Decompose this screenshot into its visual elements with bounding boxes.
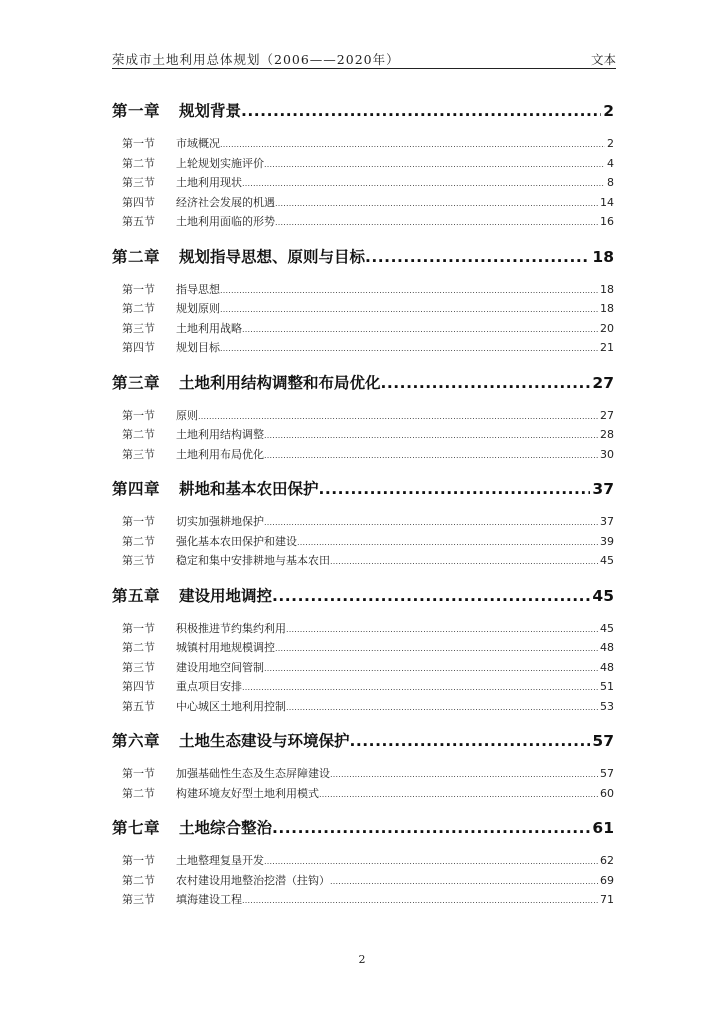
- toc-section-entry[interactable]: [112, 619, 614, 639]
- chapter-number: 第五章: [112, 586, 161, 605]
- dot-leader: [242, 174, 605, 194]
- dot-leader: [242, 320, 598, 340]
- chapter-title: 规划指导思想、原则与目标: [179, 247, 366, 266]
- dot-leader: [264, 852, 598, 872]
- dot-leader: [272, 809, 590, 847]
- section-number: 第二节: [122, 873, 155, 887]
- section-number: 第一节: [122, 854, 155, 867]
- section-title: 城镇村用地规模调控: [176, 641, 275, 654]
- dot-leader: [381, 364, 591, 402]
- dot-leader: [275, 194, 598, 214]
- section-page-number: 27: [600, 408, 614, 422]
- section-list: [112, 406, 614, 465]
- section-number: 第一节: [122, 767, 155, 780]
- dot-leader: [275, 639, 598, 659]
- section-page-number: 60: [600, 786, 614, 800]
- section-page-number: 57: [600, 767, 614, 780]
- table-of-contents: [112, 88, 614, 916]
- page-header: [112, 48, 616, 69]
- section-list: [112, 619, 614, 717]
- section-title: 中心城区土地利用控制: [176, 699, 286, 713]
- section-page-number: 53: [600, 699, 614, 713]
- dot-leader: [220, 281, 598, 301]
- section-title: 土地利用结构调整: [176, 428, 264, 441]
- section-title: 市域概况: [176, 137, 220, 150]
- toc-section-entry[interactable]: [112, 280, 614, 300]
- toc-section-entry[interactable]: [112, 425, 614, 445]
- toc-section-entry[interactable]: [112, 193, 614, 213]
- section-title: 土地利用面临的形势: [176, 215, 275, 228]
- section-number: 第一节: [122, 137, 155, 150]
- dot-leader: [275, 213, 598, 233]
- toc-section-entry[interactable]: [112, 299, 614, 319]
- section-number: 第二节: [122, 641, 155, 654]
- section-page-number: 69: [600, 873, 614, 887]
- section-title: 强化基本农田保护和建设: [176, 534, 297, 548]
- chapter-title: 耕地和基本农田保护: [179, 480, 319, 498]
- section-page-number: 48: [600, 660, 614, 674]
- chapter-number: 第二章: [112, 247, 161, 266]
- section-number: 第二节: [122, 786, 155, 800]
- toc-section-entry[interactable]: [112, 851, 614, 871]
- chapter-title: 土地生态建设与环境保护: [179, 732, 350, 750]
- chapter-number: 第六章: [112, 732, 161, 750]
- section-number: 第四节: [122, 680, 155, 693]
- toc-section-entry[interactable]: [112, 764, 614, 784]
- section-page-number: 30: [600, 447, 614, 461]
- dot-leader: [297, 533, 598, 553]
- section-title: 土地利用现状: [176, 176, 242, 189]
- section-number: 第三节: [122, 321, 155, 335]
- chapter-page-number: 45: [592, 586, 614, 605]
- section-title: 规划原则: [176, 302, 220, 315]
- toc-section-entry[interactable]: [112, 512, 614, 532]
- toc-section-entry[interactable]: [112, 871, 614, 891]
- section-page-number: 16: [600, 215, 614, 228]
- toc-section-entry[interactable]: [112, 134, 614, 154]
- section-title: 土地整理复垦开发: [176, 854, 264, 867]
- chapter-number: 第七章: [112, 819, 161, 837]
- section-number: 第二节: [122, 302, 155, 315]
- section-page-number: 18: [600, 282, 614, 296]
- dot-leader: [241, 92, 601, 130]
- dot-leader: [264, 513, 598, 533]
- chapter-title: 建设用地调控: [179, 586, 273, 605]
- chapter-number: 第一章: [112, 102, 161, 120]
- chapter-number: 第四章: [112, 480, 161, 498]
- section-page-number: 8: [607, 176, 614, 189]
- toc-section-entry[interactable]: [112, 338, 614, 358]
- section-number: 第二节: [122, 428, 155, 441]
- toc-chapter-entry[interactable]: [112, 238, 614, 276]
- section-title: 指导思想: [176, 282, 220, 296]
- toc-chapter-entry[interactable]: [112, 809, 614, 847]
- toc-section-entry[interactable]: [112, 551, 614, 571]
- section-title: 土地利用战略: [176, 321, 242, 335]
- section-number: 第四节: [122, 195, 155, 209]
- section-number: 第五节: [122, 699, 155, 713]
- dot-leader: [286, 620, 598, 640]
- dot-leader: [264, 426, 598, 446]
- page-number: 2: [358, 953, 366, 966]
- toc-section-entry[interactable]: [112, 154, 614, 174]
- section-title: 经济社会发展的机遇: [176, 195, 275, 209]
- section-number: 第五节: [122, 215, 155, 228]
- section-title: 填海建设工程: [176, 893, 242, 906]
- dot-leader: [264, 446, 598, 466]
- toc-section-entry[interactable]: [112, 212, 614, 232]
- dot-leader: [220, 135, 605, 155]
- section-title: 原则: [176, 408, 198, 422]
- dot-leader: [220, 300, 598, 320]
- section-list: [112, 280, 614, 358]
- section-number: 第三节: [122, 893, 155, 906]
- section-list: [112, 512, 614, 571]
- section-number: 第三节: [122, 660, 155, 674]
- toc-chapter-entry[interactable]: [112, 577, 614, 615]
- dot-leader: [242, 678, 598, 698]
- section-page-number: 14: [600, 195, 614, 209]
- toc-section-entry[interactable]: [112, 658, 614, 678]
- section-title: 土地利用布局优化: [176, 447, 264, 461]
- section-page-number: 62: [600, 854, 614, 867]
- toc-section-entry[interactable]: [112, 532, 614, 552]
- dot-leader: [319, 785, 598, 805]
- section-page-number: 51: [600, 680, 614, 693]
- dot-leader: [220, 339, 598, 359]
- section-title: 稳定和集中安排耕地与基本农田: [176, 554, 330, 567]
- toc-section-entry[interactable]: [112, 890, 614, 910]
- document-label: 文本: [590, 52, 616, 67]
- toc-section-entry[interactable]: [112, 677, 614, 697]
- section-title: 加强基础性生态及生态屏障建设: [176, 767, 330, 780]
- chapter-page-number: 61: [592, 819, 614, 837]
- section-page-number: 2: [607, 137, 614, 150]
- section-page-number: 4: [607, 156, 614, 170]
- chapter-title: 规划背景: [179, 102, 242, 120]
- section-page-number: 45: [600, 621, 614, 635]
- section-number: 第三节: [122, 447, 155, 461]
- chapter-page-number: 18: [592, 247, 614, 266]
- dot-leader: [198, 407, 598, 427]
- dot-leader: [365, 238, 590, 276]
- dot-leader: [242, 891, 598, 911]
- section-page-number: 20: [600, 321, 614, 335]
- chapter-title: 土地综合整治: [179, 819, 273, 837]
- toc-section-entry[interactable]: [112, 319, 614, 339]
- section-page-number: 48: [600, 641, 614, 654]
- toc-chapter-entry[interactable]: [112, 722, 614, 760]
- dot-leader: [272, 577, 590, 615]
- dot-leader: [330, 552, 598, 572]
- toc-section-entry[interactable]: [112, 173, 614, 193]
- section-number: 第一节: [122, 408, 155, 422]
- section-page-number: 21: [600, 341, 614, 354]
- section-title: 规划目标: [176, 341, 220, 354]
- toc-section-entry[interactable]: [112, 445, 614, 465]
- section-title: 建设用地空间管制: [176, 660, 264, 674]
- chapter-page-number: 27: [592, 373, 614, 392]
- chapter-page-number: 57: [592, 732, 614, 750]
- toc-chapter-entry[interactable]: [112, 470, 614, 508]
- dot-leader: [286, 698, 598, 718]
- section-list: [112, 764, 614, 803]
- dot-leader: [330, 765, 598, 785]
- toc-section-entry[interactable]: [112, 638, 614, 658]
- section-page-number: 28: [600, 428, 614, 441]
- chapter-page-number: 37: [592, 480, 614, 498]
- section-number: 第三节: [122, 554, 155, 567]
- section-number: 第三节: [122, 176, 155, 189]
- section-title: 农村建设用地整治挖潜（拄钩）: [176, 873, 330, 887]
- section-number: 第二节: [122, 156, 155, 170]
- section-page-number: 37: [600, 515, 614, 528]
- section-title: 构建环境友好型土地利用模式: [176, 786, 319, 800]
- section-number: 第四节: [122, 341, 155, 354]
- section-number: 第一节: [122, 621, 155, 635]
- toc-chapter-entry[interactable]: [112, 92, 614, 130]
- section-title: 重点项目安排: [176, 680, 242, 693]
- section-number: 第一节: [122, 515, 155, 528]
- dot-leader: [319, 470, 591, 508]
- dot-leader: [264, 659, 598, 679]
- toc-section-entry[interactable]: [112, 784, 614, 804]
- section-page-number: 71: [600, 893, 614, 906]
- section-number: 第一节: [122, 282, 155, 296]
- chapter-number: 第三章: [112, 373, 161, 392]
- dot-leader: [330, 872, 598, 892]
- section-number: 第二节: [122, 534, 155, 548]
- document-title: 荣成市土地利用总体规划（2006——2020年）: [112, 52, 400, 67]
- section-list: [112, 134, 614, 232]
- section-title: 上轮规划实施评价: [176, 156, 264, 170]
- section-list: [112, 851, 614, 910]
- section-title: 积极推进节约集约利用: [176, 621, 286, 635]
- chapter-title: 土地利用结构调整和布局优化: [179, 373, 381, 392]
- toc-section-entry[interactable]: [112, 406, 614, 426]
- toc-section-entry[interactable]: [112, 697, 614, 717]
- section-page-number: 18: [600, 302, 614, 315]
- chapter-page-number: 2: [603, 102, 614, 120]
- section-title: 切实加强耕地保护: [176, 515, 264, 528]
- dot-leader: [350, 722, 591, 760]
- toc-chapter-entry[interactable]: [112, 364, 614, 402]
- dot-leader: [264, 155, 605, 175]
- section-page-number: 39: [600, 534, 614, 548]
- section-page-number: 45: [600, 554, 614, 567]
